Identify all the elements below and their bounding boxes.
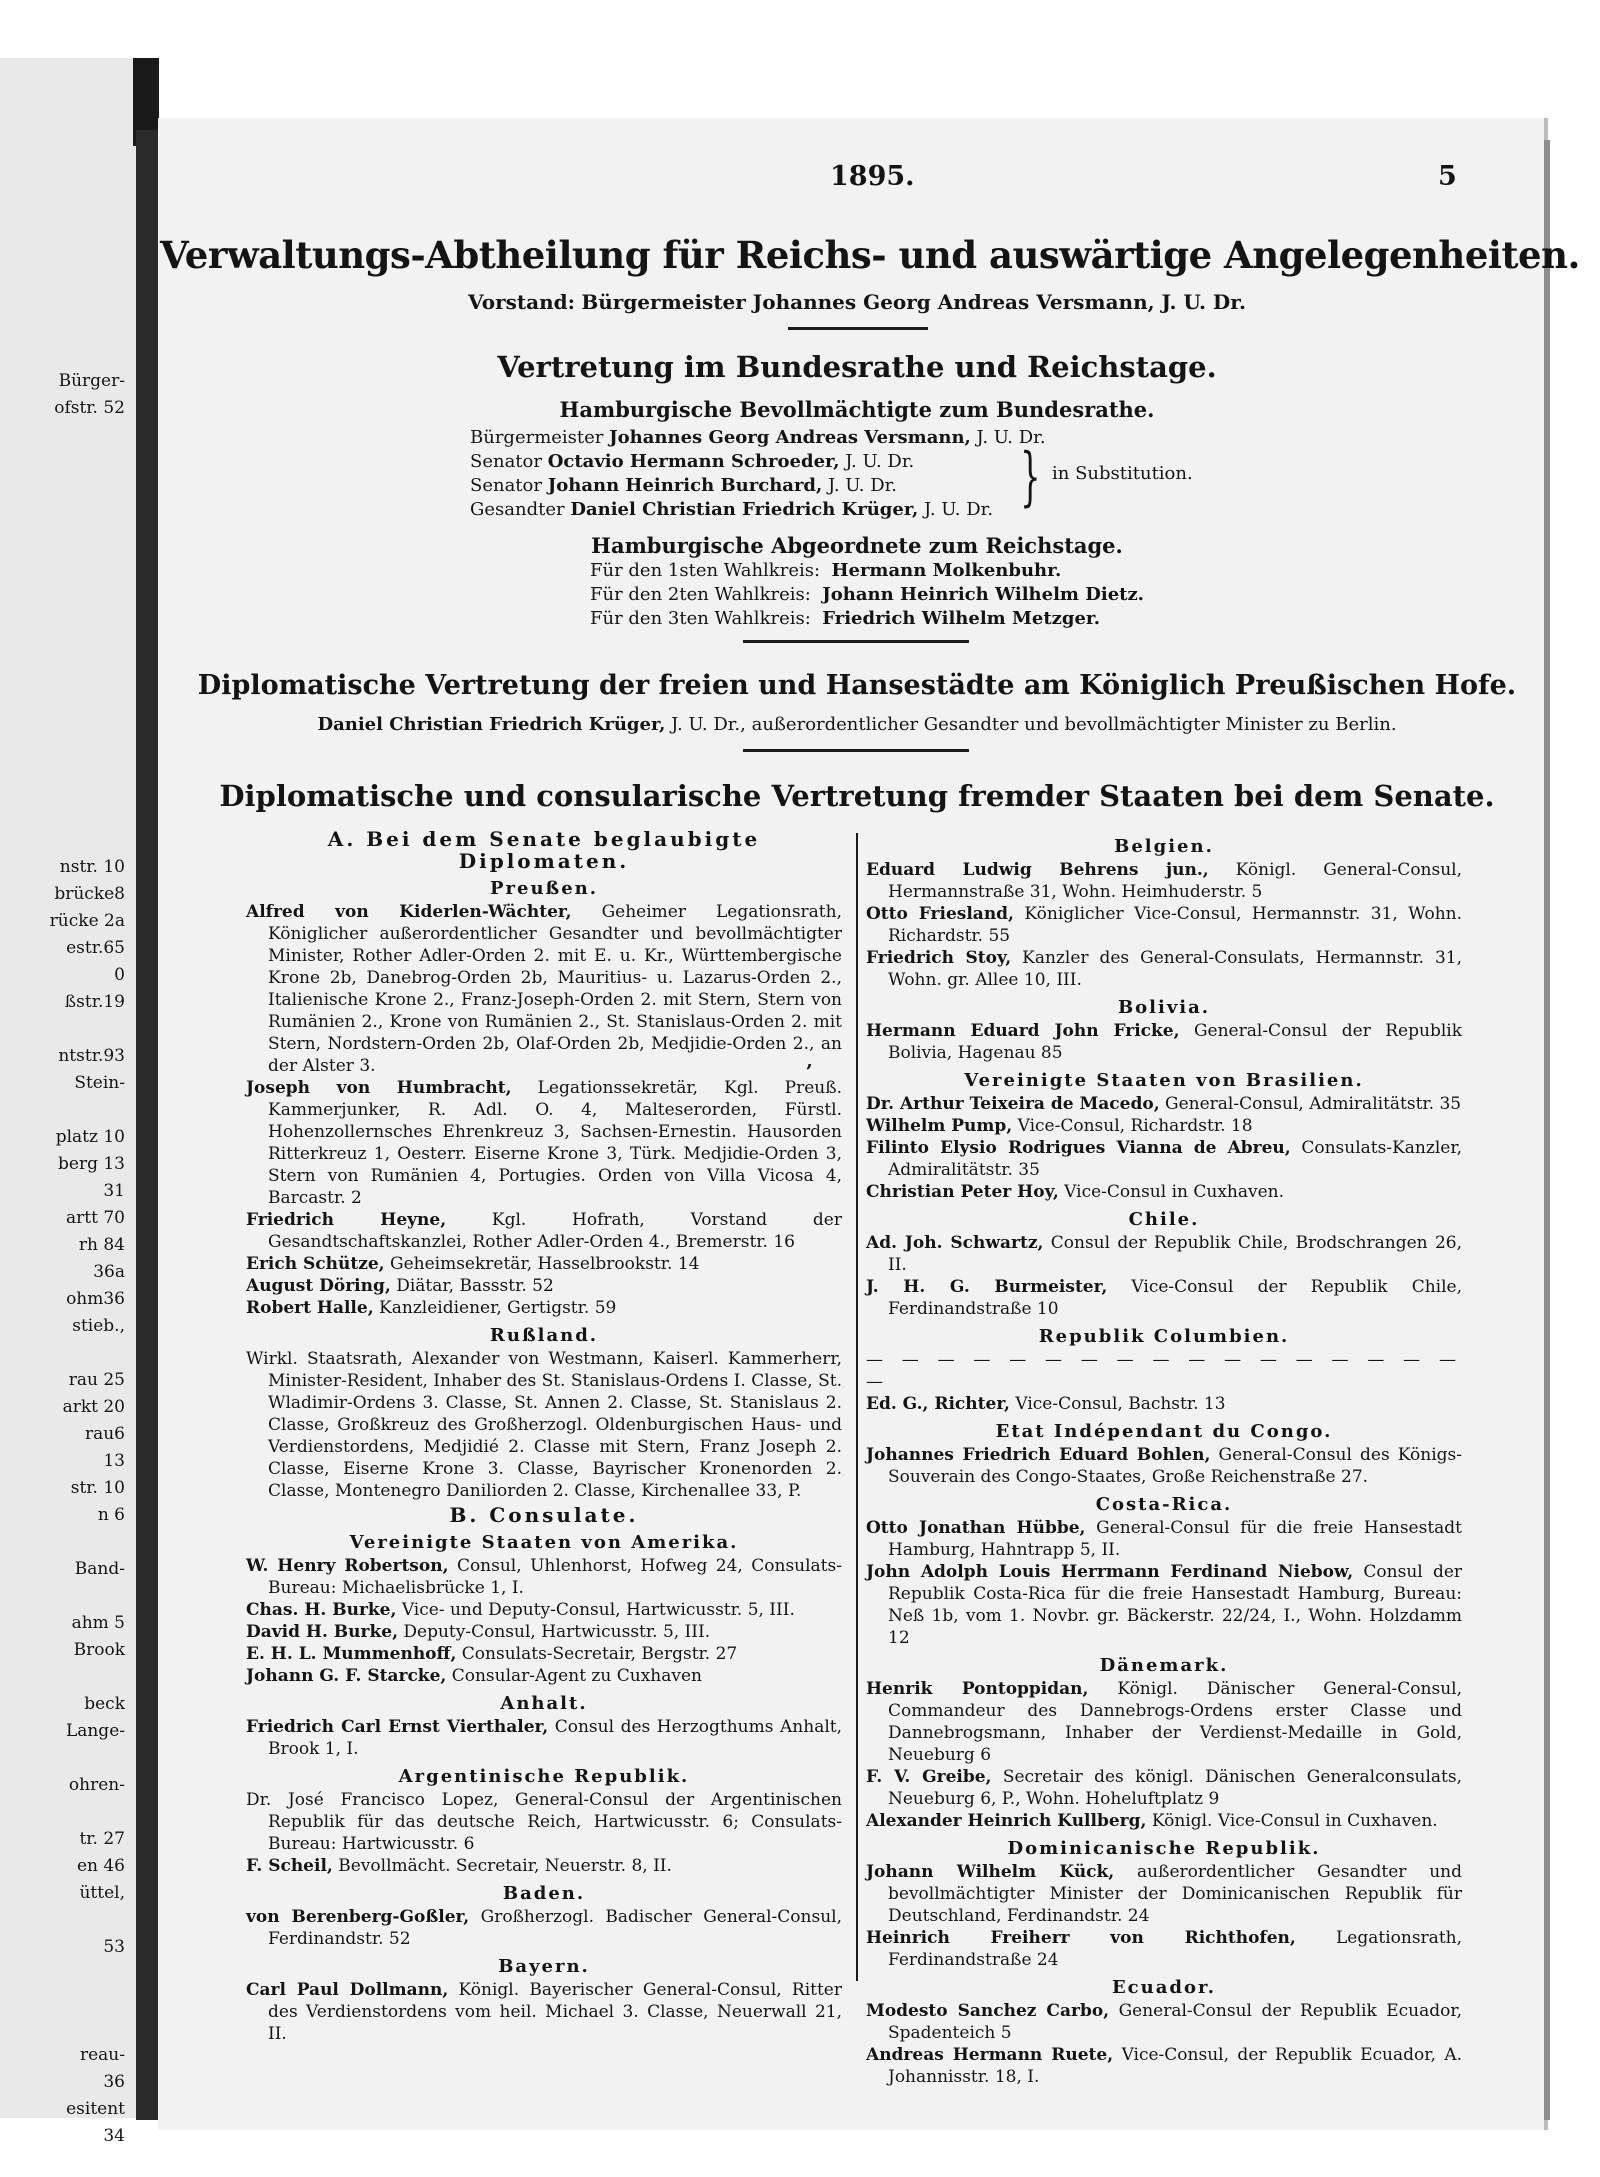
entry-text: Vice-Consul, Richardstr. 18 [1017,1116,1253,1136]
margin-fragment [0,1583,125,1610]
directory-entry [866,1517,1462,1561]
member-title: Bürgermeister [470,427,604,448]
entry-text: Vice-Consul, Bachstr. 13 [1015,1394,1226,1414]
directory-entry [866,1444,1462,1488]
member-name: Octavio Hermann Schroeder, [547,451,840,472]
country-heading: Costa-Rica. [1095,1494,1233,1515]
margin-fragment [0,1907,125,1934]
directory-entry [866,2044,1462,2088]
country-heading: Bolivia. [1117,997,1211,1018]
entry-name: Johann G. F. Starcke, [246,1666,447,1686]
entry-name: Otto Friesland, [866,904,1014,924]
country-heading: Rußland. [489,1325,599,1346]
divider [743,749,969,752]
entry-name: Wilhelm Pump, [866,1116,1013,1136]
page-number: 5 [1438,161,1457,192]
margin-fragment: Brook [73,1640,125,1660]
country-heading: Anhalt. [500,1693,588,1714]
margin-fragment: brücke8 [54,884,125,904]
country-heading: Ecuador. [1111,1977,1217,1998]
directory-entry [866,1861,1462,1927]
country-heading: Argentinische Republik. [398,1766,690,1787]
country-heading: Vereinigte Staaten von Amerika. [349,1532,739,1553]
country-heading: Baden. [502,1883,586,1904]
entry-text: Königl. Bayerischer General-Consul, Ritter des Verdienstordens vom heil. Michael 3. Classe, Neuerwall 21, II. [268,1980,842,2044]
margin-fragment [0,503,125,530]
margin-fragment [0,746,125,773]
margin-fragment: ofstr. 52 [54,398,125,418]
margin-fragment [0,611,125,638]
entry-name: Friedrich Stoy, [866,948,1012,968]
entry-text: General-Consul, Admiralitätstr. 35 [1165,1094,1462,1114]
directory-entry [246,1275,842,1297]
entry-name: Johannes Friedrich Eduard Bohlen, [866,1445,1211,1465]
margin-fragment: tr. 27 [79,1829,125,1849]
directory-entry [246,1665,842,1687]
page-edge-shadow [1544,140,1550,2120]
directory-entry [866,1276,1462,1320]
directory-entry [246,1716,842,1760]
country-heading: Dänemark. [1099,1655,1229,1676]
directory-entry [246,1348,842,1502]
margin-fragment [0,1988,125,2015]
entry-text: General-Consul des Königs-Souverain des Congo-Staates, Große Reichenstraße 27. [888,1445,1462,1487]
margin-fragment: 0 [114,965,125,985]
bundesrath-members [470,426,1046,522]
dash-line: — — — — — — — — — — — — — — — — — — [866,1350,1462,1392]
deputy-name: Friedrich Wilhelm Metzger. [822,608,1101,629]
entry-text: Wirkl. Staatsrath, Alexander von Westmann, Kaiserl. Kammerherr, Minister-Resident, Inhaber des St. Stanislaus-Ordens I. Classe, St. Wladimir-Ordens 3. Classe, St. Annen 2. Classe, St. Stanislaus 2. Classe, Großkreuz des Großherzogl. Oldenburgischen Haus- und Verdienstordens, Medjidié 2. Classe mit Stern, Franz Joseph 2. Classe, Eiserne Krone 3. Classe, Bayrischer Kronenorden 2. Classe, Montenegro Daniliorden 2. Classe, Kirchenallee 33, P. [246,1349,842,1501]
margin-fragment: rh 84 [78,1235,125,1255]
margin-fragment [0,1097,125,1124]
margin-fragment: en 46 [76,1856,125,1876]
country-heading: Bayern. [498,1956,590,1977]
entry-name: Chas. H. Burke, [246,1600,397,1620]
country-heading: Belgien. [1114,836,1214,857]
entry-name: Alexander Heinrich Kullberg, [866,1811,1147,1831]
entry-name: Henrik Pontoppidan, [866,1679,1089,1699]
entry-text: Kanzler des General-Consulats, Hermannstr. 31, Wohn. gr. Allee 10, III. [888,948,1462,990]
margin-fragment: 34 [103,2126,125,2146]
entry-text: Secretair des königl. Dänischen Generalconsulats, Neueburg 6, P., Wohn. Hoheluftplatz 9 [888,1767,1463,1809]
country-heading: Etat Indépendant du Congo. [995,1421,1333,1442]
vorstand-text: Bürgermeister Johannes Georg Andreas Versmann, J. U. Dr. [581,290,1246,314]
reichstag-deputies [590,559,1144,631]
divider [788,327,928,330]
margin-fragment: nstr. 10 [59,857,125,877]
entry-text: General-Consul für die freie Hansestadt Hamburg, Hahntrapp 5, II. [888,1518,1463,1560]
directory-entry [246,1599,842,1621]
bundesrath-subheading: Hamburgische Bevollmächtigte zum Bundesrathe. [559,397,1155,422]
directory-entry [246,1297,842,1319]
margin-fragment [0,719,125,746]
member-title: Senator [470,451,542,472]
directory-entry [866,1232,1462,1276]
deputy-district: Für den 2ten Wahlkreis: [590,584,811,605]
directory-entry [866,1927,1462,1971]
entry-text: Bevollmächt. Secretair, Neuerstr. 8, II. [338,1856,672,1876]
margin-fragment: beck [84,1694,125,1714]
directory-entry [246,1855,842,1877]
entry-name: Christian Peter Hoy, [866,1182,1059,1202]
facing-page-fragments [0,368,125,2150]
reichstag-subheading: Hamburgische Abgeordnete zum Reichstage. [591,533,1123,558]
entry-text: Vice-Consul, der Republik Ecuador, A. Johannisstr. 18, I. [888,2045,1462,2087]
margin-fragment: 13 [103,1451,125,1471]
margin-fragment [0,1340,125,1367]
entry-name: Robert Halle, [246,1298,374,1318]
margin-fragment: üttel, [79,1883,125,1903]
margin-fragment: ohm36 [66,1289,125,1309]
entry-name: Johann Wilhelm Kück, [866,1862,1115,1882]
entry-name: Eduard Ludwig Behrens jun., [866,860,1209,880]
margin-fragment: berg 13 [58,1154,125,1174]
margin-fragment: 36 [103,2072,125,2092]
entry-text: Legationssekretär, Kgl. Preuß. Kammerjunker, R. Adl. O. 4, Malteserorden, Fürstl. Hohenzollernsches Ehrenkreuz 3, Sachsen-Ernestin. Hausorden Ritterkreuz 1, Oesterr. Eiserne Krone 3, Türk. Medjidie-Orden 3, Stern von Rumänien 4, Portugies. Orden von Villa Vicosa 4, Barcastr. 2 [268,1078,843,1208]
major-section-heading: B. Consulate. [449,1503,639,1527]
margin-fragment: Stein- [74,1073,125,1093]
reichstag-deputy [590,583,1144,607]
entry-text: Deputy-Consul, Hartwicusstr. 5, III. [403,1622,711,1642]
entry-text: General-Consul der Republik Ecuador, Spadenteich 5 [888,2001,1463,2043]
directory-entry [246,1555,842,1599]
margin-fragment: artt 70 [66,1208,125,1228]
deputy-district: Für den 3ten Wahlkreis: [590,608,811,629]
margin-fragment [0,1961,125,1988]
entry-name: Dr. Arthur Teixeira de Macedo, [866,1094,1160,1114]
country-heading: Dominicanische Republik. [1007,1838,1321,1859]
entry-text: Großherzogl. Badischer General-Consul, Ferdinandstr. 52 [268,1907,843,1949]
entry-name: E. H. L. Mummenhoff, [246,1644,457,1664]
margin-fragment: Bürger- [58,371,125,391]
department-title: Verwaltungs-Abtheilung für Reichs- und auswärtige Angelegenheiten. [160,233,1580,277]
margin-fragment: rau 25 [68,1370,125,1390]
margin-fragment [0,530,125,557]
entry-name: Friedrich Carl Ernst Vierthaler, [246,1717,549,1737]
entry-text: außerordentlicher Gesandter und bevollmächtigter Minister der Dominicanischen Republik für Deutschland, Ferdinandstr. 24 [888,1862,1462,1926]
margin-fragment [0,1664,125,1691]
facing-page-edge [0,58,136,2146]
margin-fragment: reau- [79,2045,125,2065]
entry-text: Vice-Consul in Cuxhaven. [1064,1182,1285,1202]
entry-text: Königl. Dänischer General-Consul, Commandeur des Dannebrogs-Ordens erster Classe und Dannebrogsmann, Inhaber der Verdienst-Medaille in Gold, Neueburg 6 [888,1679,1462,1765]
entry-text: Legationsrath, Ferdinandstraße 24 [888,1928,1463,1970]
margin-fragment: 36a [93,1262,125,1282]
directory-entry [866,1766,1462,1810]
margin-fragment [0,557,125,584]
directory-entry [866,2000,1462,2044]
margin-fragment [0,1016,125,1043]
directory-entry [866,1137,1462,1181]
deputy-name: Hermann Molkenbuhr. [831,560,1062,581]
entry-name: Friedrich Heyne, [246,1210,447,1230]
divider [743,640,969,643]
entry-name: Joseph von Humbracht, [246,1078,512,1098]
margin-fragment: ohren- [68,1775,125,1795]
member-name: Johannes Georg Andreas Versmann, [609,427,971,448]
entry-text: Vice- und Deputy-Consul, Hartwicusstr. 5, III. [401,1600,795,1620]
directory-entry [246,901,842,1077]
entry-text: Königl. General-Consul, Hermannstraße 31, Wohn. Heimhuderstr. 5 [888,860,1463,902]
running-head-year: 1895. [830,161,915,192]
margin-fragment: n 6 [97,1505,125,1525]
margin-fragment [0,422,125,449]
entry-name: August Döring, [246,1276,391,1296]
deputy-name: Johann Heinrich Wilhelm Dietz. [822,584,1144,605]
major-section-heading: A. Bei dem Senate beglaubigte Diplomaten. [327,827,761,873]
entry-name: von Berenberg-Goßler, [246,1907,470,1927]
country-heading: Republik Columbien. [1038,1326,1290,1347]
prussia-envoy [160,714,1554,735]
margin-fragment: Band- [74,1559,125,1579]
entry-text: Kgl. Hofrath, Vorstand der Gesandtschaftskanzlei, Rother Adler-Orden 4., Bremerstr. 16 [268,1210,842,1252]
prussia-heading: Diplomatische Vertretung der freien und Hansestädte am Königlich Preußischen Hofe. [197,670,1517,701]
bundesrath-member [470,450,1046,474]
directory-entry [866,947,1462,991]
directory-entry [246,1979,842,2045]
member-suffix: J. U. Dr. [976,427,1046,448]
entry-text: Consul der Republik Chile, Brodschrangen 26, II. [888,1233,1462,1275]
directory-entry [866,1393,1462,1415]
member-title: Gesandter [470,499,565,520]
margin-fragment [0,1799,125,1826]
directory-entry [246,1906,842,1950]
page-gutter [136,130,158,2120]
entry-name: Otto Jonathan Hübbe, [866,1518,1086,1538]
reichstag-deputy [590,607,1144,631]
reichstag-deputy [590,559,1144,583]
directory-entry [866,859,1462,903]
entry-name: Erich Schütze, [246,1254,385,1274]
directory-entry [246,1621,842,1643]
entry-text: Kanzleidiener, Gertigstr. 59 [379,1298,617,1318]
margin-fragment: ahm 5 [71,1613,125,1633]
margin-fragment [0,692,125,719]
margin-fragment: 31 [103,1181,125,1201]
member-name: Johann Heinrich Burchard, [547,475,823,496]
entry-text: Geheimer Legationsrath, Königlicher außerordentlicher Gesandter und bevollmächtigter Minister, Rother Adler-Orden 2. mit E. u. Kr., Württembergische Krone 2b, Danebrog-Orden 2b, Mauritius- u. Lazarus-Orden 2., Italienische Krone 2., Franz-Joseph-Orden 2. mit Stern, Stern von Rumänien 2., Krone von Rumänien 2., St. Stanislaus-Orden 2. mit Stern, Nordstern-Orden 2b, Olaf-Orden 2b, Medjidie-Orden 2., an der Alster 3. [268,902,842,1076]
directory-entry [866,1810,1462,1832]
bundesrath-member [470,474,1046,498]
entry-name: David H. Burke, [246,1622,398,1642]
directory-entry [246,1209,842,1253]
margin-fragment [0,665,125,692]
directory-entry [866,1115,1462,1137]
deputy-district: Für den 1sten Wahlkreis: [590,560,821,581]
entry-text: Königlicher Vice-Consul, Hermannstr. 31, Wohn. Richardstr. 55 [888,904,1462,946]
vorstand-label: Vorstand: [468,290,575,314]
entry-name: W. Henry Robertson, [246,1556,449,1576]
margin-fragment: 53 [103,1937,125,1957]
entry-name: John Adolph Louis Herrmann Ferdinand Niebow, [866,1562,1354,1582]
directory-entry [246,1077,842,1209]
prussia-envoy-text: J. U. Dr., außerordentlicher Gesandter und bevollmächtigter Minister zu Berlin. [671,714,1397,735]
directory-entry [246,1253,842,1275]
margin-fragment: Lange- [65,1721,125,1741]
entry-text: Königl. Vice-Consul in Cuxhaven. [1151,1811,1438,1831]
member-suffix: J. U. Dr. [924,499,994,520]
margin-fragment: ßstr.19 [64,992,125,1012]
entry-text: Consul des Herzogthums Anhalt, Brook 1, I. [268,1717,843,1759]
margin-fragment: rau6 [84,1424,125,1444]
entry-name: J. H. G. Burmeister, [866,1277,1108,1297]
margin-fragment [0,2015,125,2042]
margin-fragment [0,584,125,611]
margin-fragment: str. 10 [70,1478,125,1498]
entry-name: Filinto Elysio Rodrigues Vianna de Abreu, [866,1138,1291,1158]
directory-entry [246,1643,842,1665]
column-divider [856,833,858,1981]
country-heading: Preußen. [489,878,599,899]
entry-name: Ed. G., Richter, [866,1394,1010,1414]
entry-text: Consul, Uhlenhorst, Hofweg 24, Consulats-Bureau: Michaelisbrücke 1, I. [268,1556,842,1598]
margin-fragment [0,773,125,800]
foreign-representation-heading: Diplomatische und consularische Vertretung fremder Staaten bei dem Senate. [219,779,1495,813]
margin-fragment [0,1745,125,1772]
entry-text: General-Consul der Republik Bolivia, Hagenau 85 [888,1021,1462,1063]
member-suffix: J. U. Dr. [845,451,915,472]
directory-entry [866,1181,1462,1203]
margin-fragment [0,476,125,503]
entry-name: Ad. Joh. Schwartz, [866,1233,1044,1253]
margin-fragment: ntstr.93 [58,1046,125,1066]
entry-text: Dr. José Francisco Lopez, General-Consul der Argentinischen Republik für das deutsche Reich, Hartwicusstr. 6; Consulats-Bureau: Hartwicusstr. 6 [246,1790,842,1854]
member-name: Daniel Christian Friedrich Krüger, [570,499,919,520]
prussia-envoy-name: Daniel Christian Friedrich Krüger, [317,714,666,735]
directory-entry [866,1093,1462,1115]
entry-text: Vice-Consul der Republik Chile, Ferdinandstraße 10 [888,1277,1462,1319]
entry-name: Heinrich Freiherr von Richthofen, [866,1928,1296,1948]
substitution-note: in Substitution. [1052,463,1193,484]
directory-entry [866,903,1462,947]
entry-name: Hermann Eduard John Fricke, [866,1021,1180,1041]
substitution-brace: } [1020,440,1041,514]
entry-text: Diätar, Bassstr. 52 [396,1276,554,1296]
entry-name: Alfred von Kiderlen-Wächter, [246,902,572,922]
margin-fragment: estr.65 [66,938,125,958]
department-head [160,290,1554,314]
left-column [246,826,842,2045]
entry-text: Consul der Republik Costa-Rica für die freie Hansestadt Hamburg, Bureau: Neß 1b, vom 1. Novbr. gr. Bäckerstr. 22/24, I., Wohn. Holzdamm 12 [888,1562,1463,1648]
directory-entry [866,1020,1462,1064]
entry-name: F. V. Greibe, [866,1767,992,1787]
entry-name: F. Scheil, [246,1856,333,1876]
entry-name: Andreas Hermann Ruete, [866,2045,1114,2065]
margin-fragment: rücke 2a [49,911,125,931]
entry-text: Consular-Agent zu Cuxhaven [451,1666,702,1686]
margin-fragment [0,800,125,827]
bundesrath-heading: Vertretung im Bundesrathe und Reichstage. [497,350,1217,384]
entry-text: Consulats-Kanzler, Admiralitätstr. 35 [888,1138,1462,1180]
margin-fragment [0,1529,125,1556]
margin-fragment [0,827,125,854]
column-mark: ‚ [806,1048,813,1072]
entry-text: Consulats-Secretair, Bergstr. 27 [461,1644,738,1664]
country-heading: Chile. [1128,1209,1200,1230]
margin-fragment: esitent [66,2099,125,2119]
directory-entry [866,1678,1462,1766]
member-title: Senator [470,475,542,496]
margin-fragment [0,638,125,665]
directory-entry [246,1789,842,1855]
right-column [866,830,1462,2088]
margin-fragment: arkt 20 [62,1397,125,1417]
member-suffix: J. U. Dr. [828,475,898,496]
directory-entry [866,1561,1462,1649]
bundesrath-member [470,426,1046,450]
bundesrath-member [470,498,1046,522]
margin-fragment: stieb., [72,1316,125,1336]
entry-name: Carl Paul Dollmann, [246,1980,449,2000]
entry-name: Modesto Sanchez Carbo, [866,2001,1110,2021]
margin-fragment: platz 10 [55,1127,125,1147]
margin-fragment [0,449,125,476]
country-heading: Vereinigte Staaten von Brasilien. [964,1070,1364,1091]
entry-text: Geheimsekretär, Hasselbrookstr. 14 [390,1254,700,1274]
